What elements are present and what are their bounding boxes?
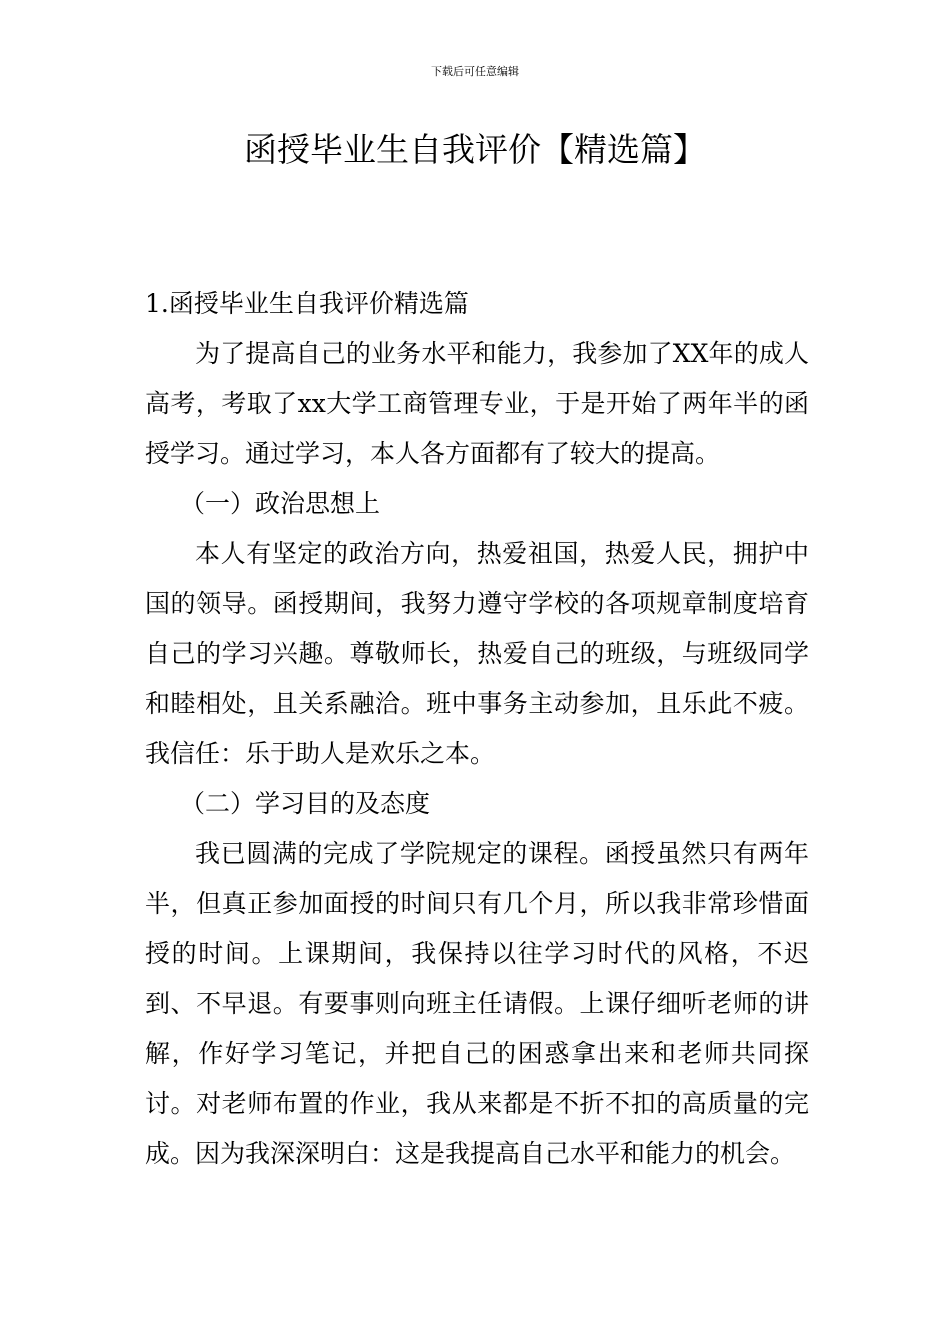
section-heading: 1.函授毕业生自我评价精选篇 [145,289,469,318]
paragraph-study: 我已圆满的完成了学院规定的课程。函授虽然只有两年半，但真正参加面授的时间只有几个月，所以我非常珍惜面授的时间。上课期间，我保持以往学习时代的风格，不迟到、不早退。有要事则向班主任请假。上课仔细听老师的讲解，作好学习笔记，并把自己的困惑拿出来和老师共同探讨。对老师布置的作业，我从来都是不折不扣的高质量的完成。因为我深深明白：这是我提高自己水平和能力的机会。 [145,839,809,1168]
subheading-politics: （一）政治思想上 [180,489,381,518]
header-note: 下载后可任意编辑 [431,65,519,78]
paragraph-intro: 为了提高自己的业务水平和能力，我参加了XX年的成人高考，考取了xx大学工商管理专业，于是开始了两年半的函授学习。通过学习，本人各方面都有了较大的提高。 [145,339,809,468]
document-body [145,279,809,1179]
subheading-study: （二）学习目的及态度 [180,789,431,818]
paragraph-politics: 本人有坚定的政治方向，热爱祖国，热爱人民，拥护中国的领导。函授期间，我努力遵守学校的各项规章制度培育自己的学习兴趣。尊敬师长，热爱自己的班级，与班级同学和睦相处，且关系融洽。班中事务主动参加，且乐此不疲。我信任：乐于助人是欢乐之本。 [145,539,809,768]
document-title: 函授毕业生自我评价【精选篇】 [244,130,706,169]
